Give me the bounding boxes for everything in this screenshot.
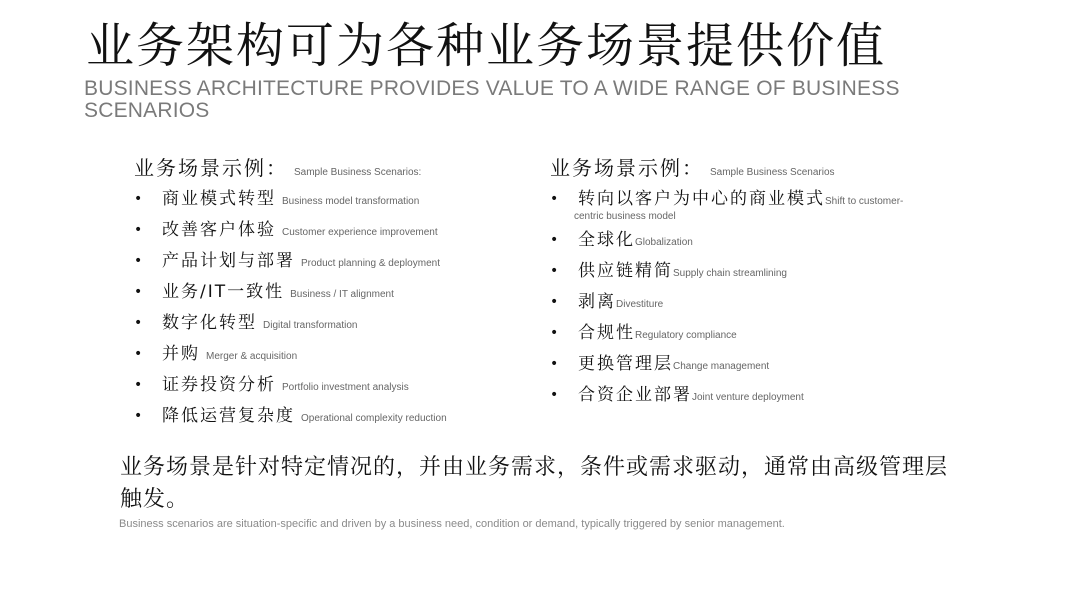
bullet-icon: • [134,253,143,269]
summary-zh: 业务场景是针对特定情况的，并由业务需求，条件或需求驱动，通常由高级管理层触发。 [120,455,949,512]
item-label-en: Regulatory compliance [635,330,737,341]
right-heading-zh: 业务场景示例： [550,156,704,180]
bullet-icon: • [550,263,559,279]
item-label-zh: 降低运营复杂度 [162,406,295,426]
item-label-zh: 剥离 [578,292,616,312]
list-item [550,382,970,413]
item-label-zh: 转向以客户为中心的商业模式 [578,189,825,209]
item-label-zh: 更换管理层 [578,354,673,374]
bullet-icon: • [134,191,143,207]
bullet-icon: • [134,222,143,238]
list-item [134,217,514,248]
left-scenario-column [134,152,514,434]
item-label-zh: 合资企业部署 [578,385,692,405]
item-label-en: Shift to customer- [825,196,904,207]
bullet-icon: • [550,294,559,310]
item-label-en: Globalization [635,237,693,248]
bullet-icon: • [134,377,143,393]
right-column-heading [550,152,970,180]
left-heading-en: Sample Business Scenarios: [294,167,422,178]
list-item [550,351,970,382]
list-item [134,279,514,310]
bullet-icon: • [134,284,143,300]
left-scenario-list [134,186,514,434]
item-label-en: Supply chain streamlining [673,268,787,279]
item-label-en: Merger & acquisition [206,351,298,362]
list-item [134,403,514,434]
summary-en: Business scenarios are situation-specific and driven by a business need, condition or demand, typically triggered by senior management. [119,518,785,530]
list-item [134,310,514,341]
bullet-icon: • [134,346,143,362]
item-label-zh: 合规性 [578,323,635,343]
bullet-icon: • [134,315,143,331]
list-item [550,227,970,258]
item-label-zh: 并购 [162,344,200,364]
item-label-en: Divestiture [616,299,664,310]
item-label-en: Customer experience improvement [282,227,438,238]
left-heading-zh: 业务场景示例： [134,156,288,180]
item-label-zh: 改善客户体验 [162,220,276,240]
list-item [550,186,970,227]
list-item [134,372,514,403]
list-item [134,186,514,217]
list-item [550,289,970,320]
item-label-en: Business / IT alignment [290,289,394,300]
item-label-zh: 证券投资分析 [162,375,276,395]
list-item [550,320,970,351]
item-label-zh: 全球化 [578,230,635,250]
bullet-icon: • [550,356,559,372]
bullet-icon: • [550,191,559,207]
item-label-zh: 产品计划与部署 [162,251,295,271]
right-heading-en: Sample Business Scenarios [710,167,835,178]
list-item [134,248,514,279]
bullet-icon: • [550,325,559,341]
bullet-icon: • [550,232,559,248]
bullet-icon: • [134,408,143,424]
list-item [134,341,514,372]
page-title: 业务架构可为各种业务场景提供价值 [86,18,887,74]
page-subtitle: BUSINESS ARCHITECTURE PROVIDES VALUE TO A WIDE RANGE OF BUSINESS SCENARIOS [84,77,900,122]
item-label-zh: 供应链精简 [578,261,673,281]
item-label-en: Product planning & deployment [301,258,440,269]
list-item [550,258,970,289]
item-label-en: Business model transformation [282,196,420,207]
left-column-heading [134,152,514,180]
right-scenario-list [550,186,970,413]
item-label-zh: 数字化转型 [162,313,257,333]
item-label-zh: 业务/IT一致性 [162,282,285,302]
item-label-en: Change management [673,361,770,372]
item-label-en: Joint venture deployment [692,392,804,403]
right-scenario-column [550,152,970,413]
item-label-en: Digital transformation [263,320,358,331]
item-label-en: Operational complexity reduction [301,413,447,424]
item-label-zh: 商业模式转型 [162,189,276,209]
item-label-en-continued: centric business model [574,211,676,222]
bullet-icon: • [550,387,559,403]
item-label-en: Portfolio investment analysis [282,382,409,393]
